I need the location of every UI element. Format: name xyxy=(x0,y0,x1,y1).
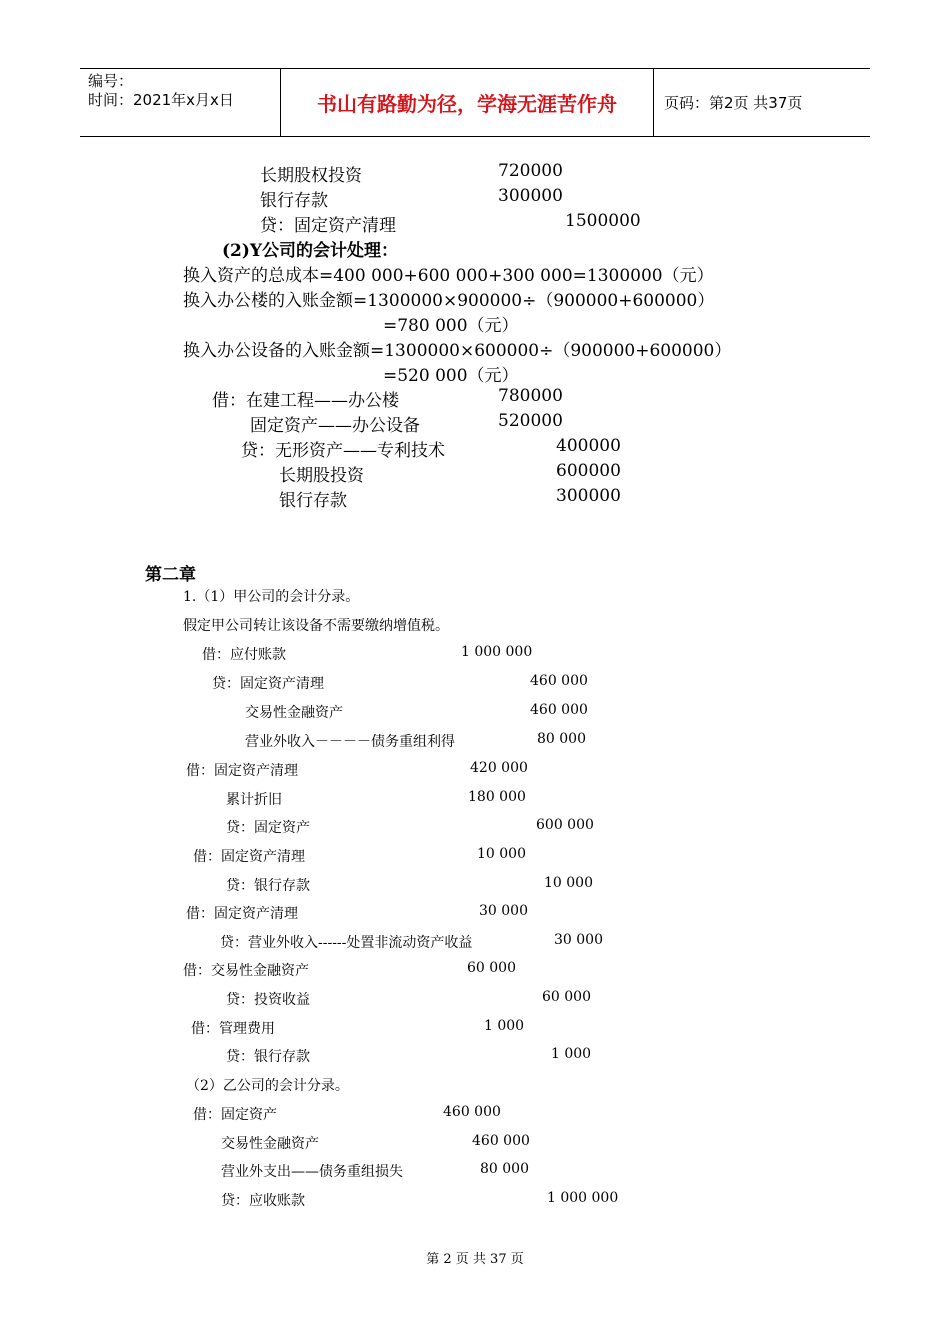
entry-amount: 720000 xyxy=(498,161,563,181)
entry-text: 交易性金融资产 xyxy=(221,1136,319,1152)
entry-amount: 300000 xyxy=(556,486,621,506)
entry-text: 营业外收入－－－－债务重组利得 xyxy=(245,734,455,750)
y-company-title: (2)Y公司的会计处理： xyxy=(222,241,399,261)
page-info: 页码：第2页 共37页 xyxy=(664,94,803,112)
entry-text: 贷：固定资产 xyxy=(226,820,310,836)
entry-text: 借：在建工程——办公楼 xyxy=(212,391,399,411)
entry-amount: 520000 xyxy=(498,411,563,431)
entry-amount: 80 000 xyxy=(480,1161,529,1177)
entry-text: 借：管理费用 xyxy=(191,1021,275,1037)
entry-amount: 300000 xyxy=(498,186,563,206)
entry-amount: 460 000 xyxy=(443,1104,501,1120)
entry-amount: 1 000 000 xyxy=(547,1190,619,1206)
entry-text: 贷：投资收益 xyxy=(226,992,310,1008)
chapter-title: 第二章 xyxy=(145,565,196,585)
entry-text: 贷：应收账款 xyxy=(221,1193,305,1209)
entry-amount: 600000 xyxy=(556,461,621,481)
entry-text: 贷：固定资产清理 xyxy=(260,216,396,236)
entry-amount: 460 000 xyxy=(530,702,588,718)
part2-title: （2）乙公司的会计分录。 xyxy=(186,1078,349,1094)
entry-text: 银行存款 xyxy=(279,491,347,511)
entry-text: 借：固定资产清理 xyxy=(186,906,298,922)
entry-amount: 460 000 xyxy=(472,1133,530,1149)
entry-text: 贷：无形资产——专利技术 xyxy=(241,441,445,461)
entry-amount: 460 000 xyxy=(530,673,588,689)
entry-amount: 420 000 xyxy=(470,760,528,776)
entry-text: 借：应付账款 xyxy=(202,647,286,663)
calc-line: 换入办公设备的入账金额=1300000×600000÷（900000+600000） xyxy=(183,341,732,361)
calc-line: =780 000（元） xyxy=(383,316,519,336)
entry-amount: 10 000 xyxy=(477,846,526,862)
entry-amount: 1500000 xyxy=(565,211,641,231)
entry-amount: 30 000 xyxy=(479,903,528,919)
entry-text: 固定资产——办公设备 xyxy=(250,416,420,436)
entry-text: 贷：银行存款 xyxy=(226,878,310,894)
calc-line: 换入办公楼的入账金额=1300000×900000÷（900000+600000） xyxy=(183,291,715,311)
entry-amount: 600 000 xyxy=(536,817,594,833)
entry-text: 银行存款 xyxy=(260,191,328,211)
time-label: 时间：2021年x月x日 xyxy=(88,91,234,109)
intro-line: 1.（1）甲公司的会计分录。 xyxy=(183,589,360,605)
entry-amount: 1 000 xyxy=(551,1046,592,1062)
entry-text: 借：固定资产 xyxy=(193,1107,277,1123)
entry-amount: 400000 xyxy=(556,436,621,456)
page-header xyxy=(80,68,870,137)
entry-amount: 1 000 xyxy=(484,1018,525,1034)
entry-amount: 780000 xyxy=(498,386,563,406)
calc-line: 换入资产的总成本=400 000+600 000+300 000=1300000（元） xyxy=(183,266,714,286)
entry-text: 长期股投资 xyxy=(279,466,364,486)
entry-amount: 60 000 xyxy=(467,960,516,976)
intro-line: 假定甲公司转让该设备不需要缴纳增值税。 xyxy=(183,618,449,634)
number-label: 编号： xyxy=(88,72,134,90)
entry-text: 贷：固定资产清理 xyxy=(212,676,324,692)
entry-text: 借：固定资产清理 xyxy=(186,763,298,779)
entry-text: 累计折旧 xyxy=(226,792,282,808)
calc-line: =520 000（元） xyxy=(383,366,519,386)
entry-amount: 60 000 xyxy=(542,989,591,1005)
entry-text: 借：交易性金融资产 xyxy=(183,963,309,979)
entry-amount: 1 000 000 xyxy=(461,644,533,660)
entry-amount: 10 000 xyxy=(544,875,593,891)
entry-text: 营业外支出——债务重组损失 xyxy=(221,1164,403,1180)
entry-text: 交易性金融资产 xyxy=(245,705,343,721)
entry-text: 贷：营业外收入------处置非流动资产收益 xyxy=(220,935,473,951)
entry-amount: 180 000 xyxy=(468,789,526,805)
entry-text: 借：固定资产清理 xyxy=(193,849,305,865)
entry-text: 长期股权投资 xyxy=(260,166,362,186)
entry-amount: 80 000 xyxy=(537,731,586,747)
entry-text: 贷：银行存款 xyxy=(226,1049,310,1065)
header-left-cell xyxy=(80,69,281,136)
entry-amount: 30 000 xyxy=(554,932,603,948)
page-footer: 第 2 页 共 37 页 xyxy=(426,1252,524,1267)
motto: 书山有路勤为径，学海无涯苦作舟 xyxy=(281,69,654,136)
